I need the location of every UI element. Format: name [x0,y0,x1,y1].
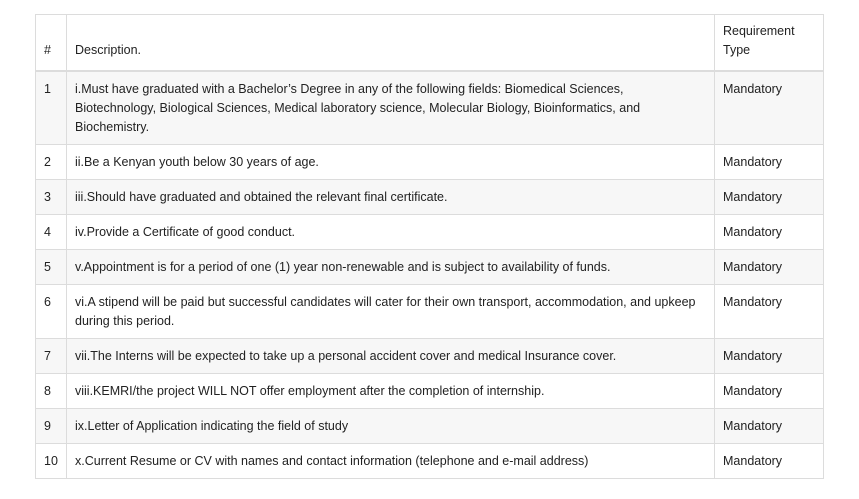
row-description: vii.The Interns will be expected to take up a personal accident cover and medical Insurance cover. [67,339,715,374]
table-row [36,444,824,479]
row-number: 1 [36,71,67,145]
row-description: ii.Be a Kenyan youth below 30 years of age. [67,145,715,180]
table-header-row [36,15,824,72]
table-row [36,409,824,444]
row-description: iv.Provide a Certificate of good conduct. [67,215,715,250]
row-requirement-type: Mandatory [715,180,824,215]
row-number: 9 [36,409,67,444]
row-requirement-type: Mandatory [715,339,824,374]
header-description: Description. [67,15,715,72]
row-requirement-type: Mandatory [715,444,824,479]
requirements-table [35,14,824,479]
row-description: i.Must have graduated with a Bachelor’s Degree in any of the following fields: Biomedical Sciences, Biotechnology, Biological Sciences, Medical laboratory science, Molecular Biology, Bioinformatics, and Biochemistry. [67,71,715,145]
requirements-table-container [35,14,823,479]
table-row [36,285,824,339]
row-number: 4 [36,215,67,250]
row-requirement-type: Mandatory [715,409,824,444]
table-row [36,250,824,285]
row-description: ix.Letter of Application indicating the field of study [67,409,715,444]
row-number: 10 [36,444,67,479]
row-requirement-type: Mandatory [715,250,824,285]
header-requirement-type: Requirement Type [715,15,824,72]
table-row [36,71,824,145]
row-requirement-type: Mandatory [715,145,824,180]
table-row [36,180,824,215]
row-number: 2 [36,145,67,180]
row-description: iii.Should have graduated and obtained the relevant final certificate. [67,180,715,215]
row-requirement-type: Mandatory [715,215,824,250]
row-requirement-type: Mandatory [715,285,824,339]
header-number: # [36,15,67,72]
table-row [36,374,824,409]
row-number: 6 [36,285,67,339]
row-number: 3 [36,180,67,215]
table-row [36,145,824,180]
row-number: 5 [36,250,67,285]
row-number: 8 [36,374,67,409]
row-description: viii.KEMRI/the project WILL NOT offer employment after the completion of internship. [67,374,715,409]
row-requirement-type: Mandatory [715,71,824,145]
row-description: v.Appointment is for a period of one (1) year non-renewable and is subject to availability of funds. [67,250,715,285]
row-number: 7 [36,339,67,374]
row-requirement-type: Mandatory [715,374,824,409]
table-row [36,215,824,250]
table-row [36,339,824,374]
row-description: x.Current Resume or CV with names and contact information (telephone and e-mail address) [67,444,715,479]
row-description: vi.A stipend will be paid but successful candidates will cater for their own transport, accommodation, and upkeep during this period. [67,285,715,339]
